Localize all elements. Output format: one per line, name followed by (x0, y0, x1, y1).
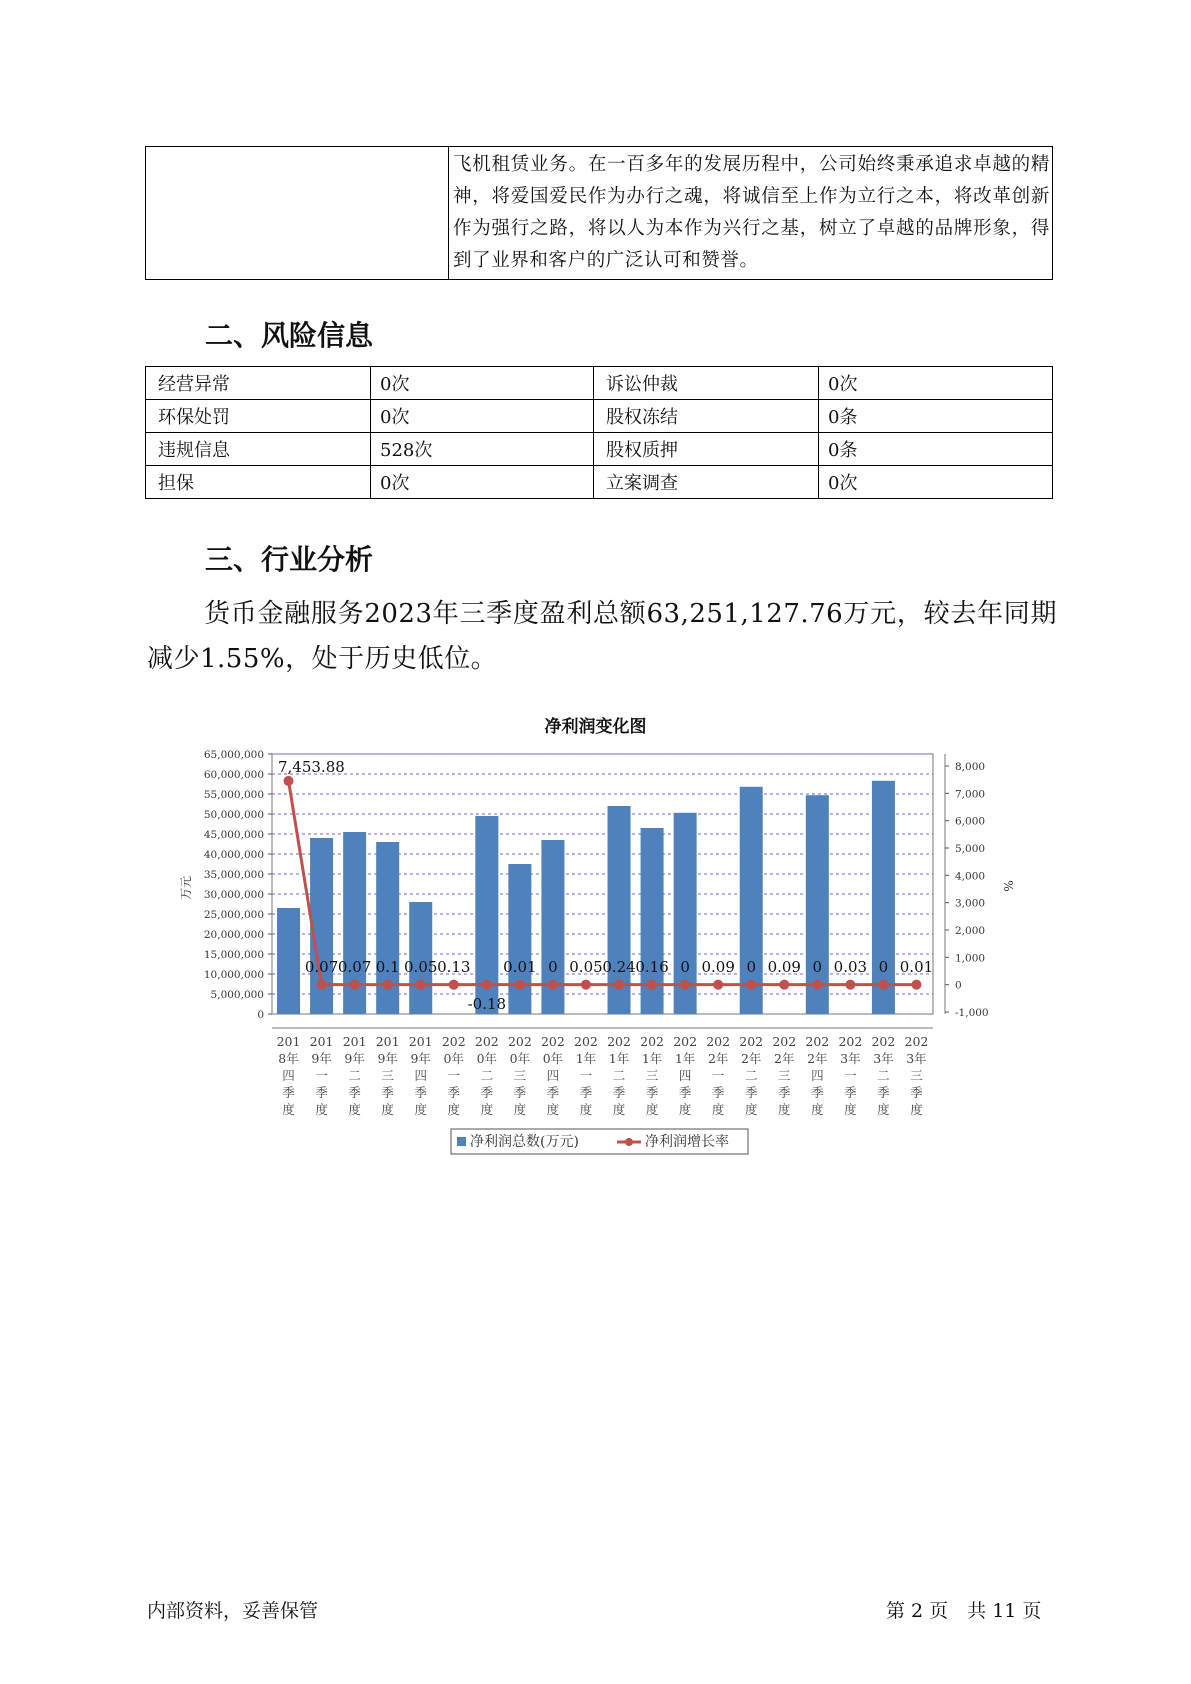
y-tick-label: 45,000,000 (203, 829, 264, 841)
x-tick-label: 季 (877, 1085, 890, 1100)
x-tick-label: 二 (348, 1068, 361, 1083)
x-tick-label: 202 (739, 1034, 764, 1049)
industry-paragraph: 货币金融服务2023年三季度盈利总额63,251,127.76万元，较去年同期减少1.55%，处于历史低位。 (147, 599, 1057, 674)
x-tick-label: 一 (711, 1068, 725, 1083)
y-tick-label: 55,000,000 (203, 789, 264, 801)
risk-label: 环保处罚 (146, 400, 371, 433)
x-tick-label: 2年 (740, 1051, 762, 1066)
x-tick-label: 三 (381, 1068, 394, 1083)
x-tick-label: 季 (513, 1085, 527, 1100)
growth-rate-point (647, 980, 657, 990)
x-tick-label: 201 (375, 1034, 400, 1049)
y-tick-label: 25,000,000 (203, 909, 264, 921)
y2-tick-label: 5,000 (955, 843, 986, 855)
x-tick-label: 3年 (840, 1051, 861, 1066)
data-label: 0 (878, 958, 889, 976)
x-tick-label: 二 (744, 1068, 758, 1083)
x-tick-label: 202 (474, 1034, 499, 1049)
growth-rate-point (317, 980, 327, 990)
x-tick-label: 度 (579, 1102, 593, 1117)
y-tick-label: 15,000,000 (203, 949, 264, 961)
y-tick-label: 50,000,000 (203, 809, 264, 821)
risk-value: 0次 (819, 466, 1053, 499)
x-tick-label: 四 (678, 1068, 692, 1083)
x-tick-label: 四 (282, 1068, 295, 1083)
x-tick-label: 201 (342, 1034, 367, 1049)
data-label: 7,453.88 (278, 758, 345, 776)
y2-tick-label: 1,000 (955, 952, 986, 965)
data-label: 0.05 (404, 958, 438, 976)
y-tick-label: 65,000,000 (203, 749, 264, 761)
legend-bar-swatch (457, 1137, 466, 1146)
x-tick-label: 度 (678, 1102, 692, 1117)
data-label: 0.03 (833, 958, 868, 976)
y2-tick-label: -1,000 (955, 1007, 989, 1019)
growth-rate-point (350, 980, 360, 990)
x-tick-label: 度 (414, 1102, 427, 1117)
growth-rate-point (911, 980, 921, 990)
x-tick-label: 季 (381, 1085, 394, 1100)
x-tick-label: 202 (607, 1034, 631, 1049)
y2-tick-label: 7,000 (955, 788, 986, 801)
data-label: 0 (548, 958, 558, 976)
x-tick-label: 三 (910, 1068, 923, 1083)
x-tick-label: 季 (778, 1085, 791, 1100)
bar (872, 781, 895, 1014)
x-tick-label: 季 (447, 1085, 461, 1100)
x-tick-label: 202 (904, 1034, 929, 1049)
data-label: -0.18 (467, 995, 507, 1013)
x-tick-label: 度 (447, 1102, 461, 1117)
data-label: 0.13 (437, 958, 471, 976)
x-tick-label: 季 (844, 1085, 857, 1100)
growth-rate-point (680, 980, 690, 990)
x-tick-label: 202 (673, 1034, 698, 1049)
x-tick-label: 202 (838, 1034, 863, 1049)
x-tick-label: 202 (574, 1034, 598, 1049)
x-tick-label: 三 (778, 1068, 791, 1083)
x-tick-label: 一 (315, 1068, 328, 1083)
x-tick-label: 二 (480, 1068, 494, 1083)
x-tick-label: 季 (645, 1085, 659, 1100)
risk-label: 诉讼仲裁 (594, 367, 819, 400)
y2-tick-label: 2,000 (955, 925, 986, 937)
x-tick-label: 度 (744, 1102, 758, 1117)
data-label: 0.01 (899, 958, 934, 976)
x-tick-label: 9年 (344, 1051, 365, 1066)
x-tick-label: 度 (282, 1102, 295, 1117)
growth-rate-point (845, 980, 855, 990)
y2-tick-label: 4,000 (955, 870, 986, 883)
x-tick-label: 度 (811, 1102, 824, 1117)
y-axis-label: 万元 (179, 875, 193, 901)
growth-rate-point (548, 980, 558, 990)
x-tick-label: 2年 (707, 1051, 729, 1066)
x-tick-label: 0年 (476, 1051, 498, 1066)
data-label: 0.09 (767, 958, 801, 976)
x-tick-label: 三 (513, 1068, 527, 1083)
x-tick-label: 0年 (443, 1051, 465, 1066)
x-tick-label: 202 (772, 1034, 797, 1049)
x-tick-label: 四 (546, 1068, 560, 1083)
chart-title: 净利润变化图 (544, 717, 647, 737)
legend-bar-label: 净利润总数(万元) (470, 1134, 579, 1150)
page-number: 第 2 页 共 11 页 (886, 1600, 1042, 1622)
x-tick-label: 0年 (509, 1051, 531, 1066)
x-tick-label: 度 (513, 1102, 527, 1117)
bar (508, 864, 531, 1014)
x-tick-label: 度 (877, 1102, 890, 1117)
data-label: 0 (812, 958, 823, 976)
risk-heading: 二、风险信息 (205, 319, 374, 352)
x-tick-label: 202 (507, 1034, 532, 1049)
x-tick-label: 1年 (575, 1051, 597, 1066)
x-tick-label: 度 (381, 1102, 394, 1117)
x-tick-label: 度 (612, 1102, 626, 1117)
x-tick-label: 季 (579, 1085, 593, 1100)
x-tick-label: 季 (315, 1085, 328, 1100)
legend-line-marker (625, 1138, 633, 1146)
x-tick-label: 2年 (774, 1051, 795, 1066)
x-tick-label: 8年 (278, 1051, 299, 1066)
x-tick-label: 二 (612, 1068, 626, 1083)
data-label: 0.01 (503, 958, 537, 976)
x-tick-label: 9年 (410, 1051, 431, 1066)
risk-value: 0条 (819, 433, 1053, 466)
x-tick-label: 一 (844, 1068, 857, 1083)
growth-rate-point (812, 980, 822, 990)
growth-rate-point (482, 980, 492, 990)
x-tick-label: 度 (844, 1102, 857, 1117)
growth-rate-point (581, 980, 591, 990)
x-tick-label: 201 (408, 1034, 433, 1049)
x-tick-label: 202 (706, 1034, 731, 1049)
growth-rate-point (449, 980, 459, 990)
data-label: 0.16 (635, 958, 669, 976)
risk-label: 股权冻结 (594, 400, 819, 433)
x-tick-label: 季 (546, 1085, 560, 1100)
risk-value: 528次 (371, 433, 594, 466)
x-tick-label: 度 (778, 1102, 791, 1117)
x-tick-label: 季 (910, 1085, 923, 1100)
x-tick-label: 季 (612, 1085, 626, 1100)
y2-tick-label: 0 (955, 979, 962, 992)
y-tick-label: 40,000,000 (203, 849, 264, 861)
growth-rate-point (284, 776, 294, 786)
footer-note: 内部资料，妥善保管 (147, 1600, 319, 1622)
risk-label: 担保 (146, 466, 371, 499)
x-tick-label: 9年 (377, 1051, 398, 1066)
x-tick-label: 季 (678, 1085, 692, 1100)
industry-heading: 三、行业分析 (205, 543, 374, 576)
growth-rate-point (779, 980, 789, 990)
x-tick-label: 四 (414, 1068, 427, 1083)
x-tick-label: 度 (348, 1102, 361, 1117)
growth-rate-point (614, 980, 624, 990)
risk-label: 股权质押 (594, 433, 819, 466)
y-tick-label: 0 (257, 1009, 264, 1021)
y-tick-label: 5,000,000 (210, 989, 264, 1001)
x-tick-label: 度 (546, 1102, 560, 1117)
data-label: 0.24 (602, 958, 636, 976)
y-tick-label: 20,000,000 (203, 929, 264, 941)
x-tick-label: 1年 (608, 1051, 630, 1066)
x-tick-label: 季 (348, 1085, 361, 1100)
y-tick-label: 10,000,000 (203, 969, 264, 981)
growth-rate-point (713, 980, 723, 990)
risk-label: 经营异常 (146, 367, 371, 400)
x-tick-label: 季 (811, 1085, 824, 1100)
x-tick-label: 0年 (542, 1051, 564, 1066)
x-tick-label: 9年 (311, 1051, 332, 1066)
x-tick-label: 3年 (906, 1051, 927, 1066)
x-tick-label: 202 (640, 1034, 665, 1049)
growth-rate-point (383, 980, 393, 990)
y2-axis-label: % (1001, 880, 1015, 892)
x-tick-label: 3年 (873, 1051, 894, 1066)
data-label: 0.05 (569, 958, 603, 976)
x-tick-label: 202 (441, 1034, 466, 1049)
intro-text: 飞机租赁业务。在一百多年的发展历程中，公司始终秉承追求卓越的精神，将爱国爱民作为办行之魂，将诚信至上作为立行之本，将改革创新作为强行之路，将以人为本作为兴行之基，树立了卓越的品牌形象，得到了业界和客户的广泛认可和赞誉。 (449, 147, 1053, 280)
x-tick-label: 201 (309, 1034, 334, 1049)
bar (277, 908, 300, 1014)
growth-rate-point (878, 980, 888, 990)
growth-rate-point (515, 980, 525, 990)
x-tick-label: 1年 (641, 1051, 663, 1066)
risk-label: 立案调查 (594, 466, 819, 499)
x-tick-label: 一 (447, 1068, 461, 1083)
data-label: 0.07 (337, 958, 372, 976)
x-tick-label: 度 (315, 1102, 328, 1117)
y-tick-label: 60,000,000 (203, 769, 264, 781)
x-tick-label: 度 (645, 1102, 659, 1117)
y2-tick-label: 8,000 (955, 761, 986, 773)
x-tick-label: 一 (579, 1068, 593, 1083)
x-tick-label: 季 (744, 1085, 758, 1100)
x-tick-label: 季 (480, 1085, 494, 1100)
x-tick-label: 二 (877, 1068, 890, 1083)
x-tick-label: 季 (711, 1085, 725, 1100)
growth-rate-point (746, 980, 756, 990)
risk-value: 0条 (819, 400, 1053, 433)
y-tick-label: 30,000,000 (203, 889, 264, 901)
x-tick-label: 2年 (807, 1051, 828, 1066)
y-tick-label: 35,000,000 (203, 869, 264, 881)
x-tick-label: 度 (480, 1102, 494, 1117)
data-label: 0.09 (701, 958, 735, 976)
x-tick-label: 201 (276, 1034, 301, 1049)
x-tick-label: 季 (282, 1085, 295, 1100)
growth-rate-point (416, 980, 426, 990)
risk-label: 违规信息 (146, 433, 371, 466)
x-tick-label: 202 (871, 1034, 896, 1049)
x-tick-label: 202 (805, 1034, 830, 1049)
data-label: 0 (680, 958, 690, 976)
y2-tick-label: 6,000 (955, 815, 986, 828)
x-tick-label: 202 (540, 1034, 565, 1049)
x-tick-label: 三 (645, 1068, 659, 1083)
risk-value: 0次 (819, 367, 1053, 400)
x-tick-label: 度 (711, 1102, 725, 1117)
x-tick-label: 四 (811, 1068, 824, 1083)
data-label: 0.1 (375, 958, 400, 976)
risk-value: 0次 (371, 400, 594, 433)
risk-value: 0次 (371, 466, 594, 499)
data-label: 0.07 (304, 958, 339, 976)
legend-line-label: 净利润增长率 (645, 1134, 729, 1150)
data-label: 0 (746, 958, 756, 976)
x-tick-label: 1年 (674, 1051, 696, 1066)
y2-tick-label: 3,000 (955, 897, 986, 910)
risk-value: 0次 (371, 367, 594, 400)
x-tick-label: 季 (414, 1085, 427, 1100)
x-tick-label: 度 (910, 1102, 923, 1117)
